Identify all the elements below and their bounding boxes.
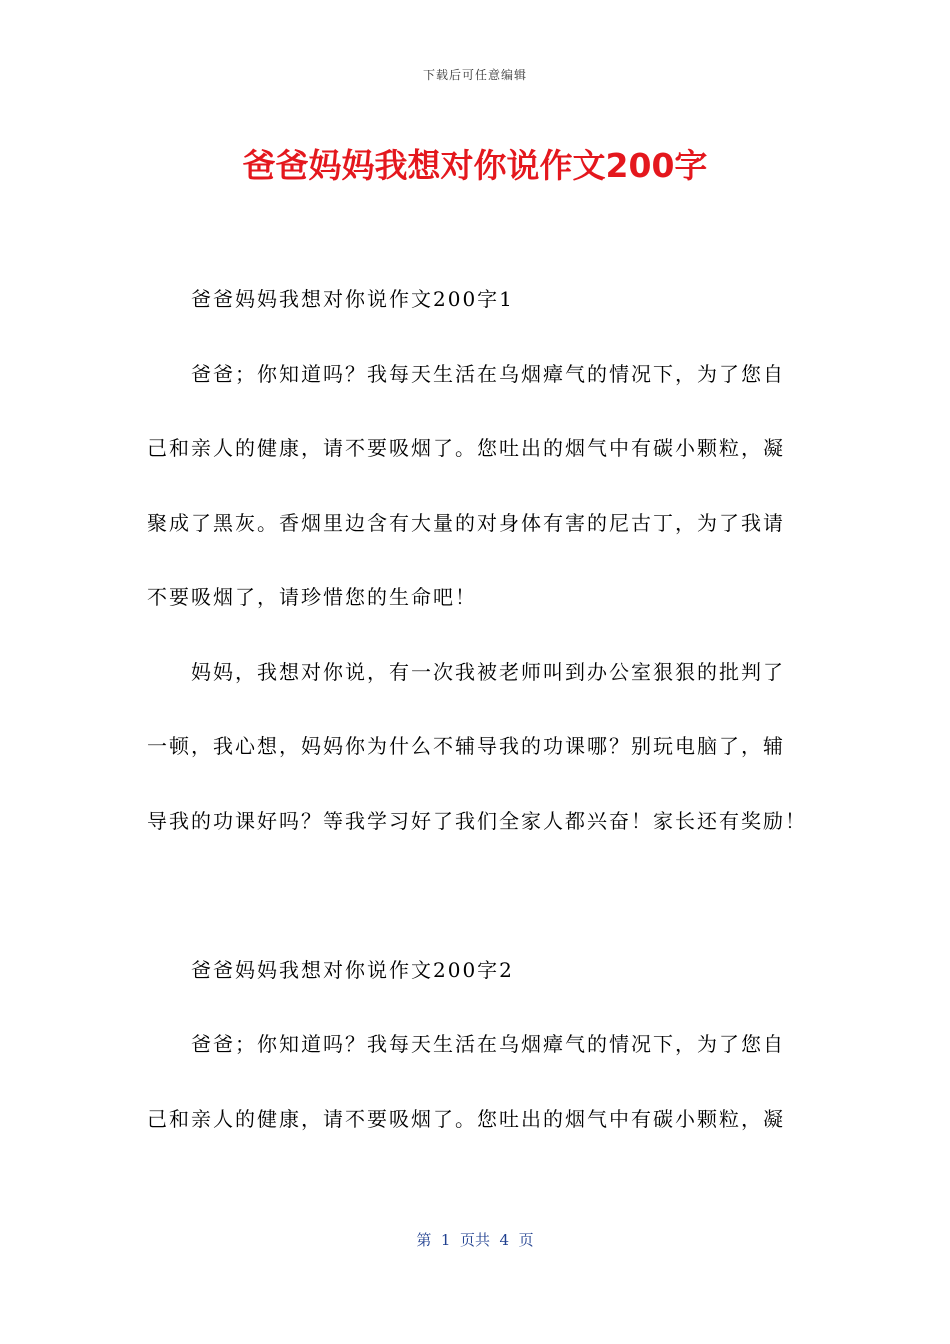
- paragraph-line: 聚成了黑灰。香烟里边含有大量的对身体有害的尼古丁，为了我请: [147, 510, 785, 535]
- paragraph-line: 己和亲人的健康，请不要吸烟了。您吐出的烟气中有碳小颗粒，凝: [147, 436, 785, 460]
- document-body: [147, 262, 807, 1156]
- paragraph-line: 不要吸烟了，请珍惜您的生命吧！: [147, 585, 477, 609]
- paragraph-line: 己和亲人的健康，请不要吸烟了。您吐出的烟气中有碳小颗粒，凝: [147, 1106, 785, 1131]
- document-title: 爸爸妈妈我想对你说作文200字: [242, 146, 708, 185]
- paragraph-line: 爸爸；你知道吗？我每天生活在乌烟瘴气的情况下，为了您自: [191, 1032, 785, 1056]
- paragraph-1: [147, 337, 807, 635]
- paragraph-line: 妈妈，我想对你说，有一次我被老师叫到办公室狠狠的批判了: [191, 659, 785, 684]
- paragraph-line: 导我的功课好吗？等我学习好了我们全家人都兴奋！家长还有奖励！: [147, 808, 807, 833]
- paragraph-line: 一顿，我心想，妈妈你为什么不辅导我的功课哪？别玩电脑了，辅: [147, 734, 785, 758]
- section-heading-1: 爸爸妈妈我想对你说作文200字1: [191, 287, 514, 311]
- paragraph-3: [147, 1007, 807, 1156]
- paragraph-line: 爸爸；你知道吗？我每天生活在乌烟瘴气的情况下，为了您自: [191, 361, 785, 386]
- section-heading-2: 爸爸妈妈我想对你说作文200字2: [191, 957, 514, 982]
- paragraph-2: [147, 635, 807, 859]
- header-note: 下载后可任意编辑: [422, 68, 527, 82]
- section-gap: [147, 858, 807, 933]
- page-footer: 第 1 页共 4 页: [416, 1231, 534, 1249]
